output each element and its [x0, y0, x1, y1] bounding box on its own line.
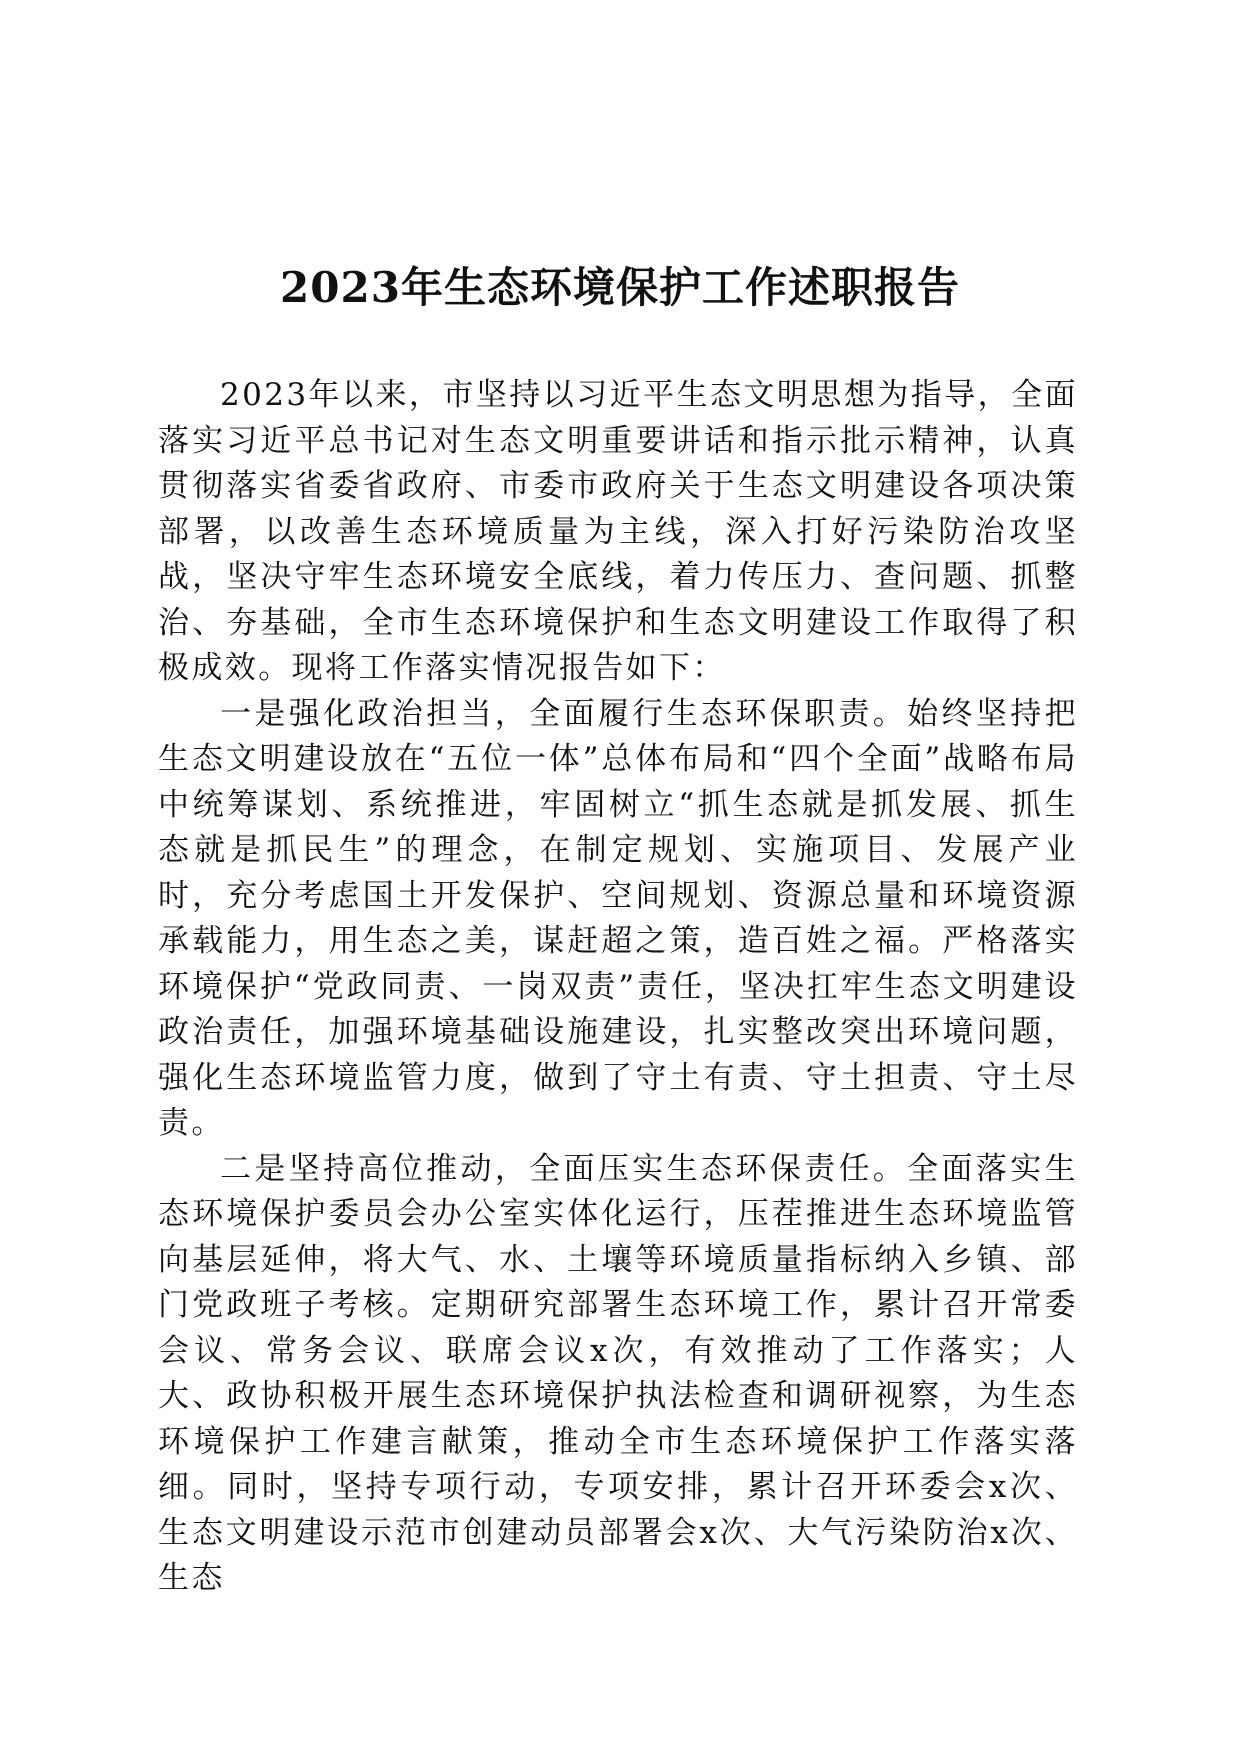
document-body	[158, 373, 1078, 1602]
paragraph-point-two: 二是坚持高位推动，全面压实生态环保责任。全面落实生态环境保护委员会办公室实体化运行，压茬推进生态环境监管向基层延伸，将大气、水、土壤等环境质量指标纳入乡镇、部门党政班子考核。定期研究部署生态环境工作，累计召开常委会议、常务会议、联席会议x次，有效推动了工作落实；人大、政协积极开展生态环境保护执法检查和调研视察，为生态环境保护工作建言献策，推动全市生态环境保护工作落实落细。同时，坚持专项行动，专项安排，累计召开环委会x次、生态文明建设示范市创建动员部署会x次、大气污染防治x次、生态	[158, 1150, 1078, 1596]
paragraph-intro: 2023年以来，市坚持以习近平生态文明思想为指导，全面落实习近平总书记对生态文明重要讲话和指示批示精神，认真贯彻落实省委省政府、市委市政府关于生态文明建设各项决策部署，以改善生态环境质量为主线，深入打好污染防治攻坚战，坚决守牢生态环境安全底线，着力传压力、查问题、抓整治、夯基础，全市生态环境保护和生态文明建设工作取得了积极成效。现将工作落实情况报告如下：	[158, 377, 1078, 686]
paragraph-point-one: 一是强化政治担当，全面履行生态环保职责。始终坚持把生态文明建设放在“五位一体”总体布局和“四个全面”战略布局中统筹谋划、系统推进，牢固树立“抓生态就是抓发展、抓生态就是抓民生”的理念，在制定规划、实施项目、发展产业时，充分考虑国土开发保护、空间规划、资源总量和环境资源承载能力，用生态之美，谋赶超之策，造百姓之福。严格落实环境保护“党政同责、一岗双责”责任，坚决扛牢生态文明建设政治责任，加强环境基础设施建设，扎实整改突出环境问题，强化生态环境监管力度，做到了守土有责、守土担责、守土尽责。	[158, 695, 1078, 1141]
document-title: 2023年生态环境保护工作述职报告	[280, 263, 960, 312]
